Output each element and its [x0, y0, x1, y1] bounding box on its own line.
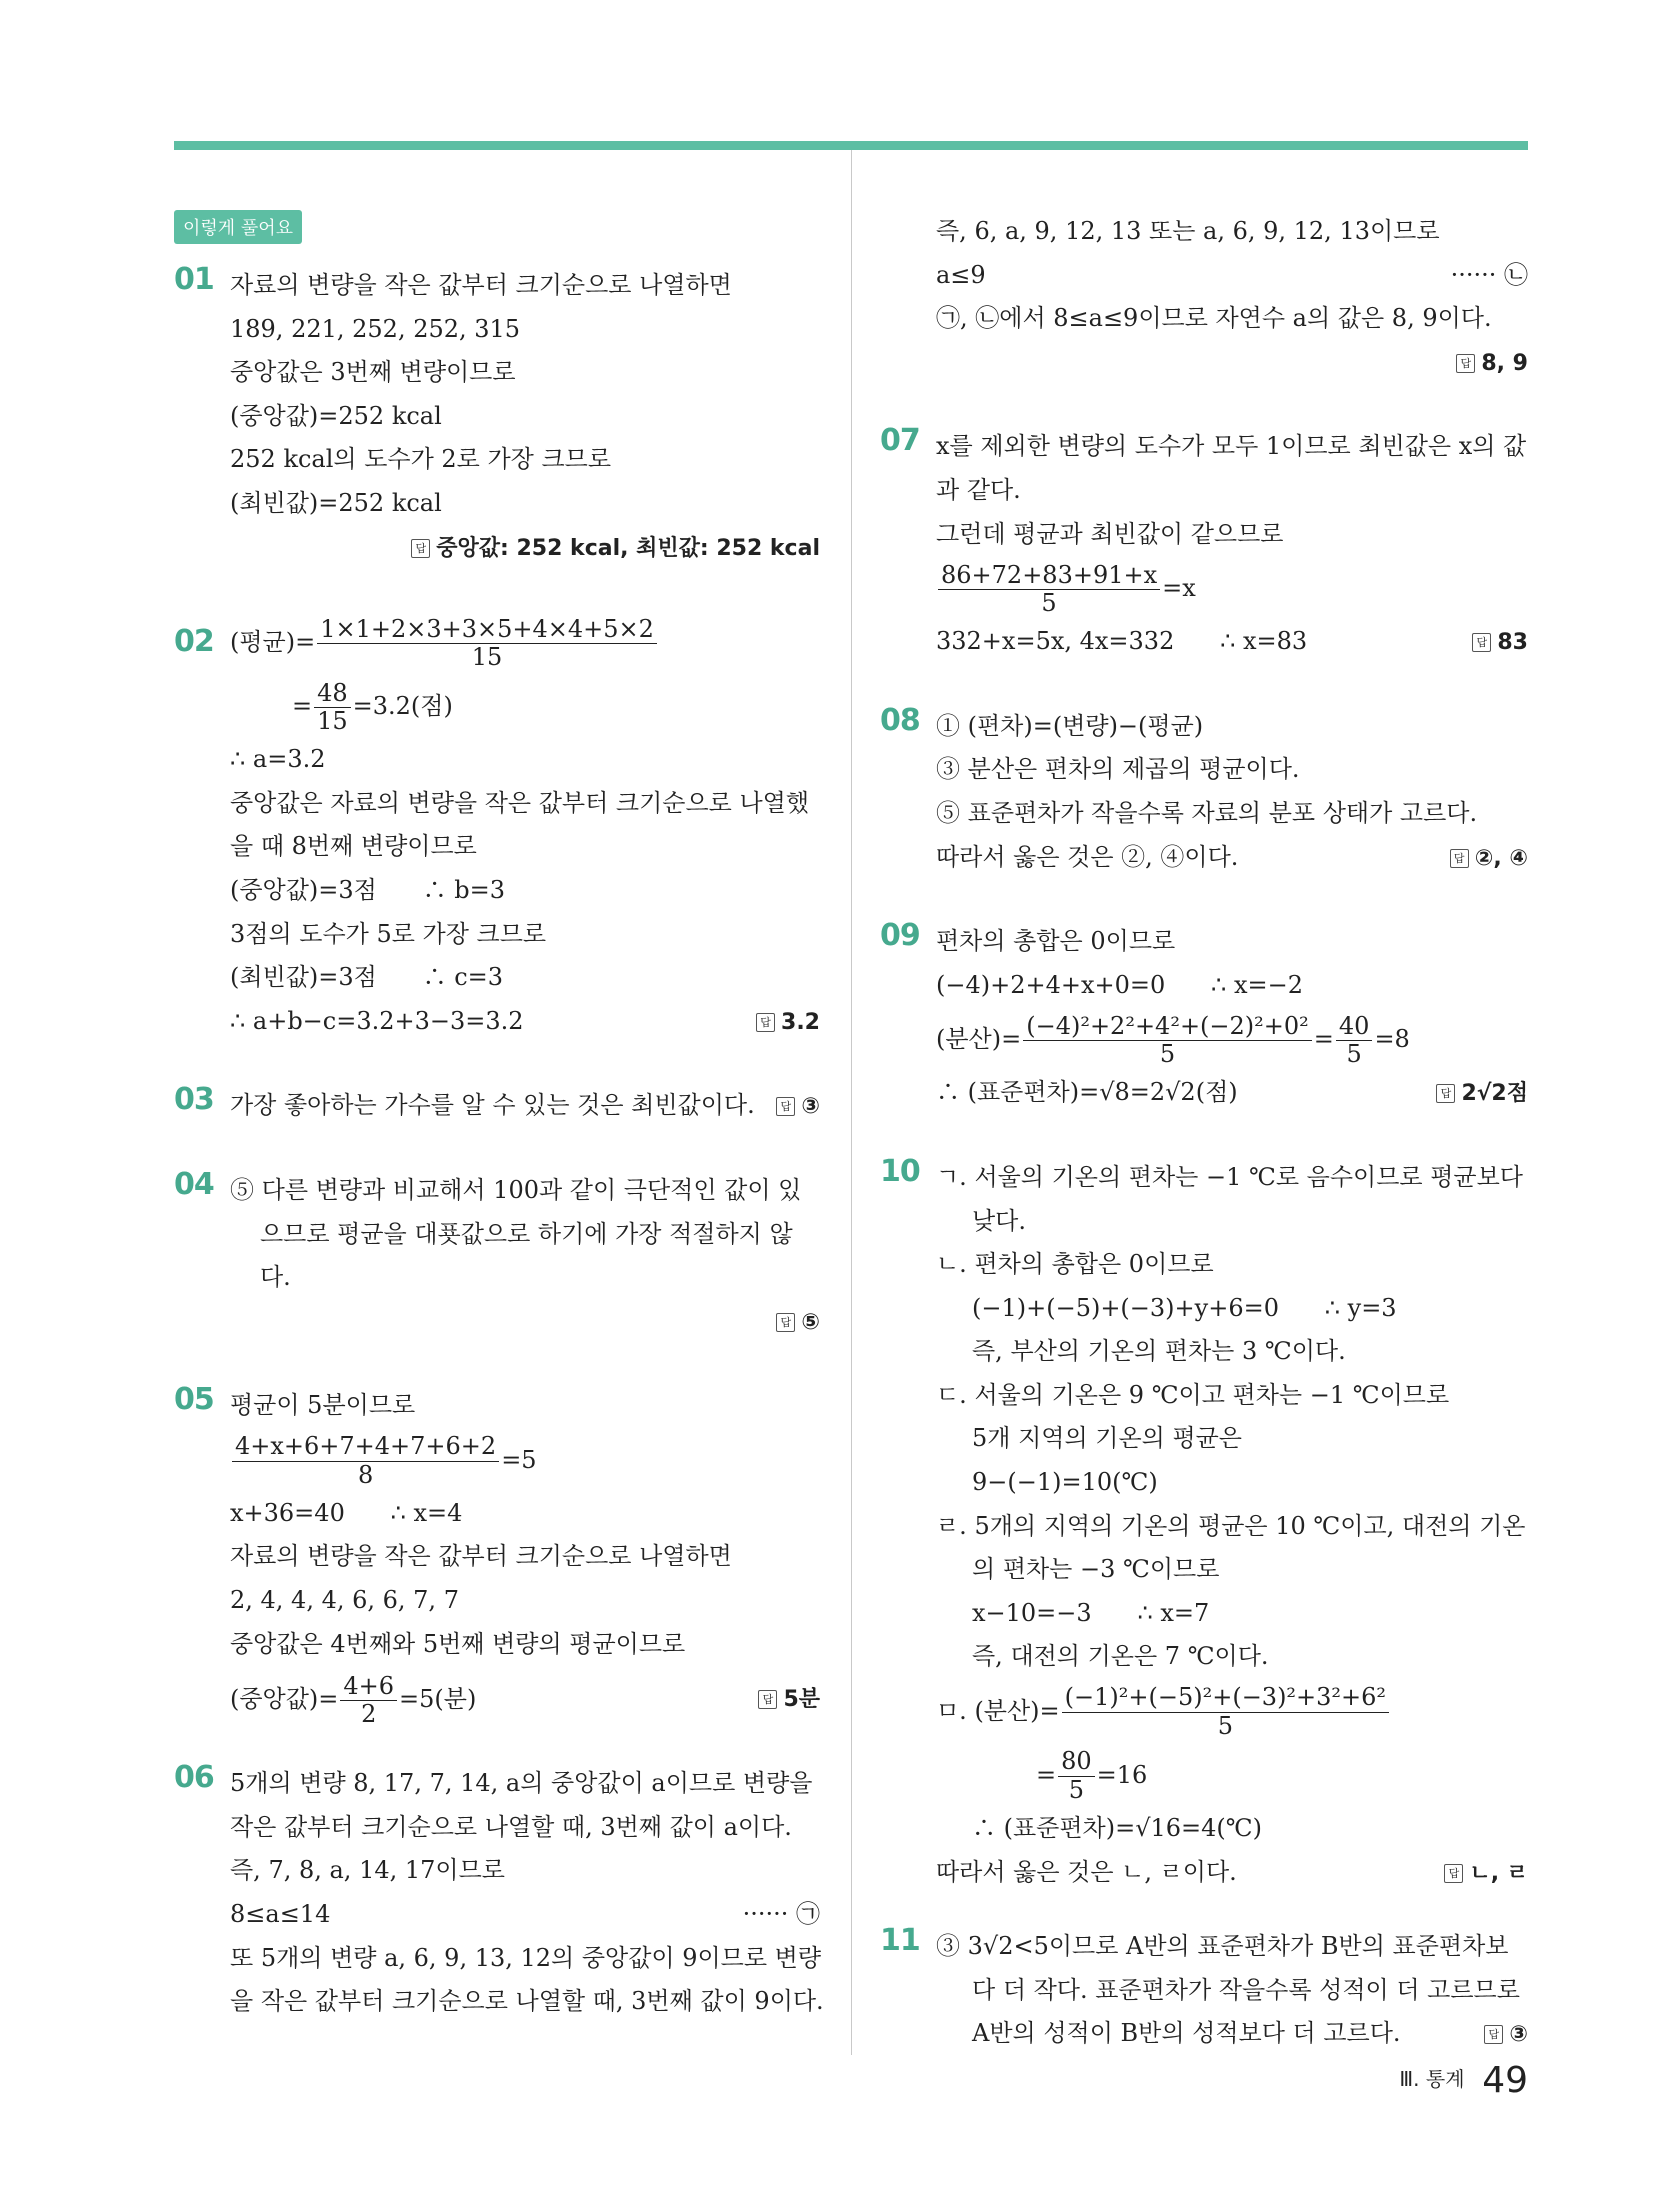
right-column — [880, 210, 1528, 2057]
problem-number: 11 — [880, 1923, 920, 1959]
answer-text: ⑤ — [801, 1309, 820, 1335]
answer-icon: 답 — [1456, 354, 1475, 373]
column-divider — [851, 150, 852, 2055]
solution-line-with-answer — [230, 1084, 820, 1129]
numerator: 1×1+2×3+3×5+4×4+5×2 — [317, 616, 657, 645]
solution-line: 의 편차는 −3 ℃이므로 — [972, 1555, 1220, 1584]
page-number: 49 — [1482, 2060, 1528, 2101]
solution-line-with-mark — [936, 254, 1528, 298]
solution-line-with-answer — [936, 620, 1528, 665]
mean-formula — [936, 556, 1528, 620]
solution-line-with-answer — [936, 1851, 1528, 1896]
problem-number: 06 — [174, 1760, 214, 1796]
fraction — [938, 562, 1160, 618]
solution-line: ㉠, ㉡에서 8≤a≤9이므로 자연수 a의 값은 8, 9이다. — [936, 304, 1492, 333]
mean-formula — [230, 1428, 820, 1492]
answer-line — [230, 526, 820, 571]
formula-label: (분산)= — [936, 1025, 1022, 1054]
solution-line: ③ 3√2<5이므로 A반의 표준편차가 B반의 표준편차보 — [936, 1932, 1509, 1961]
fraction — [1058, 1748, 1095, 1804]
solution-line: ㄷ. 서울의 기온은 9 ℃이고 편차는 −1 ℃이므로 — [936, 1380, 1450, 1409]
equation-marker: ······ ㉠ — [742, 1900, 820, 1929]
page-footer — [1399, 2060, 1528, 2101]
problem-02 — [174, 610, 820, 1044]
solution-line: ㄹ. 5개의 지역의 기온의 평균은 10 ℃이고, 대전의 기온 — [936, 1511, 1526, 1540]
denominator: 5 — [1159, 1040, 1176, 1069]
fraction — [1023, 1013, 1312, 1069]
solution-line: 낮다. — [972, 1206, 1026, 1235]
numerator: 40 — [1336, 1013, 1373, 1042]
answer-icon: 답 — [1436, 1084, 1455, 1103]
solution-line: ㄱ. 서울의 기온의 편차는 −1 ℃로 음수이므로 평균보다 — [936, 1162, 1523, 1191]
result: =8 — [1374, 1025, 1410, 1054]
fraction — [317, 616, 657, 672]
solution-line: (중앙값)=3점 ∴ b=3 — [230, 875, 505, 904]
numerator: 4+6 — [340, 1673, 397, 1702]
solution-line: 과 같다. — [936, 475, 1021, 504]
answer-icon: 답 — [1472, 633, 1491, 652]
solution-text: ∴ a+b−c=3.2+3−3=3.2 — [230, 1006, 524, 1035]
answer-icon: 답 — [1444, 1864, 1463, 1883]
solution-line: 을 작은 값부터 크기순으로 나열할 때, 3번째 값이 9이다. — [230, 1987, 824, 2016]
solution-line: 그런데 평균과 최빈값이 같으므로 — [936, 519, 1284, 548]
solution-line: 작은 값부터 크기순으로 나열할 때, 3번째 값이 a이다. — [230, 1812, 792, 1841]
answer-text: 83 — [1497, 630, 1528, 656]
solution-line: 중앙값은 4번째와 5번째 변량의 평균이므로 — [230, 1629, 686, 1658]
solution-line-with-answer — [230, 1000, 820, 1045]
solution-line: 자료의 변량을 작은 값부터 크기순으로 나열하면 — [230, 271, 732, 299]
formula-label: (중앙값)= — [230, 1685, 339, 1714]
section-tag: 이렇게 풀어요 — [174, 210, 302, 244]
denominator: 5 — [1041, 589, 1057, 618]
solution-text: 가장 좋아하는 가수를 알 수 있는 것은 최빈값이다. — [230, 1091, 755, 1120]
solution-text: A반의 성적이 B반의 성적보다 더 고르다. — [972, 2019, 1401, 2048]
answer-text: ②, ④ — [1474, 845, 1528, 871]
variance-formula — [936, 1007, 1528, 1071]
problem-number: 03 — [174, 1082, 214, 1118]
solution-line: 즉, 6, a, 9, 12, 13 또는 a, 6, 9, 12, 13이므로 — [936, 217, 1440, 245]
result: =5(분) — [399, 1685, 477, 1714]
solution-line: 3점의 도수가 5로 가장 크므로 — [230, 919, 547, 948]
answer-icon: 답 — [411, 539, 430, 558]
mean-result — [230, 674, 820, 738]
equals: = — [1036, 1761, 1057, 1790]
denominator: 5 — [1217, 1712, 1233, 1741]
solution-line: 5개 지역의 기온의 평균은 — [972, 1424, 1242, 1453]
solution-line: 9−(−1)=10(℃) — [972, 1468, 1158, 1497]
solution-line: 즉, 대전의 기온은 7 ℃이다. — [972, 1642, 1269, 1671]
solution-line-with-mark — [230, 1893, 820, 1937]
solution-line: (최빈값)=3점 ∴ c=3 — [230, 963, 504, 992]
inequality: a≤9 — [936, 260, 986, 289]
problem-05 — [174, 1384, 820, 1732]
problem-number: 05 — [174, 1382, 214, 1418]
problem-number: 04 — [174, 1166, 214, 1202]
fraction — [1062, 1684, 1389, 1740]
top-rule — [174, 141, 1528, 150]
solution-line: 편차의 총합은 0이므로 — [936, 927, 1176, 956]
solution-line: x를 제외한 변량의 도수가 모두 1이므로 최빈값은 x의 값 — [936, 432, 1527, 461]
numerator: (−1)²+(−5)²+(−3)²+3²+6² — [1062, 1684, 1389, 1713]
answer-text: ③ — [1509, 2022, 1528, 2048]
fraction — [232, 1433, 499, 1489]
problem-06 — [174, 1760, 824, 2024]
left-column — [174, 210, 824, 2024]
solution-line: 또 5개의 변량 a, 6, 9, 13, 12의 중앙값이 9이므로 변량 — [230, 1943, 822, 1972]
solution-line: 5개의 변량 8, 17, 7, 14, a의 중앙값이 a이므로 변량을 — [230, 1769, 813, 1798]
answer-icon: 답 — [1450, 849, 1469, 868]
solution-line: x+36=40 ∴ x=4 — [230, 1498, 463, 1527]
solution-line-with-answer — [936, 836, 1528, 881]
chapter-label: Ⅲ. 통계 — [1399, 2067, 1465, 2091]
solution-line: ③ 분산은 편차의 제곱의 평균이다. — [936, 755, 1300, 784]
problem-08 — [880, 702, 1528, 880]
solution-line: 을 때 8번째 변량이므로 — [230, 832, 477, 861]
answer-line — [936, 341, 1528, 386]
solution-line-with-answer — [936, 2012, 1528, 2057]
denominator: 2 — [361, 1700, 377, 1729]
answer-icon: 답 — [1484, 2025, 1503, 2044]
solution-line: ⑤ 표준편차가 작을수록 자료의 분포 상태가 고르다. — [936, 798, 1478, 827]
solution-line: ⑤ 다른 변량과 비교해서 100과 같이 극단적인 값이 있으므로 평균을 대푯값으로 하기에 가장 적절하지 않다. — [230, 1175, 802, 1292]
denominator: 8 — [357, 1460, 374, 1489]
equals: = — [1313, 1025, 1334, 1054]
solution-line: x−10=−3 ∴ x=7 — [972, 1598, 1210, 1627]
solution-line: 자료의 변량을 작은 값부터 크기순으로 나열하면 — [230, 1542, 732, 1571]
inequality: 8≤a≤14 — [230, 1900, 331, 1929]
equation-marker: ······ ㉡ — [1450, 260, 1528, 289]
answer-text: ㄴ, ㄹ — [1469, 1860, 1528, 1886]
solution-text: ∴ (표준편차)=√8=2√2(점) — [936, 1078, 1238, 1107]
fraction — [314, 680, 351, 736]
variance-formula — [936, 1679, 1528, 1743]
equals: = — [292, 692, 313, 721]
problem-11 — [880, 1925, 1528, 2057]
fraction — [340, 1673, 397, 1729]
solution-line: 다 더 작다. 표준편차가 작을수록 성적이 더 고르므로 — [972, 1975, 1520, 2004]
solution-line: 중앙값은 3번째 변량이므로 — [230, 358, 516, 387]
solution-text: 332+x=5x, 4x=332 ∴ x=83 — [936, 627, 1308, 656]
problem-number: 08 — [880, 702, 920, 738]
numerator: 4+x+6+7+4+7+6+2 — [232, 1433, 499, 1462]
answer-icon: 답 — [776, 1313, 795, 1332]
solution-line: (중앙값)=252 kcal — [230, 401, 442, 430]
problem-03 — [174, 1084, 820, 1129]
median-formula-with-answer — [230, 1666, 820, 1732]
solution-line: (−1)+(−5)+(−3)+y+6=0 ∴ y=3 — [972, 1293, 1397, 1322]
answer-icon: 답 — [776, 1097, 795, 1116]
result: =x — [1162, 574, 1196, 603]
problem-01 — [174, 264, 820, 570]
result: =16 — [1096, 1761, 1148, 1790]
problem-10 — [880, 1153, 1528, 1895]
solution-text: 따라서 옳은 것은 ㄴ, ㄹ이다. — [936, 1857, 1237, 1886]
answer-line — [230, 1300, 820, 1345]
solution-line: 즉, 7, 8, a, 14, 17이므로 — [230, 1856, 505, 1885]
denominator: 15 — [471, 643, 503, 672]
answer-icon: 답 — [756, 1013, 775, 1032]
answer-text: 5분 — [783, 1687, 820, 1713]
answer-text: 3.2 — [781, 1009, 820, 1035]
solution-line: ① (편차)=(변량)−(평균) — [936, 711, 1204, 740]
problem-07 — [880, 425, 1528, 664]
problem-number: 01 — [174, 262, 214, 297]
solution-line: 즉, 부산의 기온의 편차는 3 ℃이다. — [972, 1337, 1346, 1366]
variance-result — [936, 1743, 1528, 1807]
solution-line: 252 kcal의 도수가 2로 가장 크므로 — [230, 445, 612, 474]
solution-line: 189, 221, 252, 252, 315 — [230, 314, 521, 343]
denominator: 15 — [317, 707, 348, 736]
problem-09 — [880, 920, 1528, 1116]
denominator: 5 — [1346, 1040, 1362, 1069]
solution-line: (−4)+2+4+x+0=0 ∴ x=−2 — [936, 970, 1303, 999]
solution-line: 중앙값은 자료의 변량을 작은 값부터 크기순으로 나열했 — [230, 788, 810, 817]
solution-line: 2, 4, 4, 4, 6, 6, 7, 7 — [230, 1586, 459, 1615]
problem-06-continued — [880, 210, 1528, 385]
solution-line: ㄴ. 편차의 총합은 0이므로 — [936, 1250, 1214, 1279]
formula-label: ㅁ. (분산)= — [936, 1697, 1060, 1726]
answer-text: ③ — [801, 1094, 820, 1120]
numerator: 48 — [314, 680, 351, 709]
answer-icon: 답 — [758, 1690, 777, 1709]
solution-line: 평균이 5분이므로 — [230, 1391, 416, 1420]
numerator: 86+72+83+91+x — [938, 562, 1160, 591]
solution-line: (최빈값)=252 kcal — [230, 488, 442, 517]
answer-text: 중앙값: 252 kcal, 최빈값: 252 kcal — [436, 535, 820, 561]
answer-text: 8, 9 — [1481, 350, 1528, 376]
numerator: 80 — [1058, 1748, 1095, 1777]
problem-04 — [174, 1166, 820, 1344]
result: =5 — [501, 1445, 537, 1474]
solution-line-with-answer — [936, 1071, 1528, 1116]
problem-number: 09 — [880, 918, 920, 954]
mean-formula — [230, 610, 820, 674]
denominator: 5 — [1068, 1776, 1085, 1805]
problem-number: 10 — [880, 1153, 920, 1189]
problem-number: 02 — [174, 624, 214, 660]
numerator: (−4)²+2²+4²+(−2)²+0² — [1023, 1013, 1312, 1042]
solution-line: ∴ (표준편차)=√16=4(℃) — [972, 1814, 1262, 1843]
formula-label: (평균)= — [230, 628, 316, 657]
solution-line: ∴ a=3.2 — [230, 745, 326, 774]
problem-number: 07 — [880, 423, 920, 459]
fraction — [1336, 1013, 1373, 1069]
answer-text: 2√2점 — [1461, 1081, 1528, 1107]
solution-text: 따라서 옳은 것은 ②, ④이다. — [936, 842, 1239, 871]
result: =3.2(점) — [352, 692, 453, 721]
